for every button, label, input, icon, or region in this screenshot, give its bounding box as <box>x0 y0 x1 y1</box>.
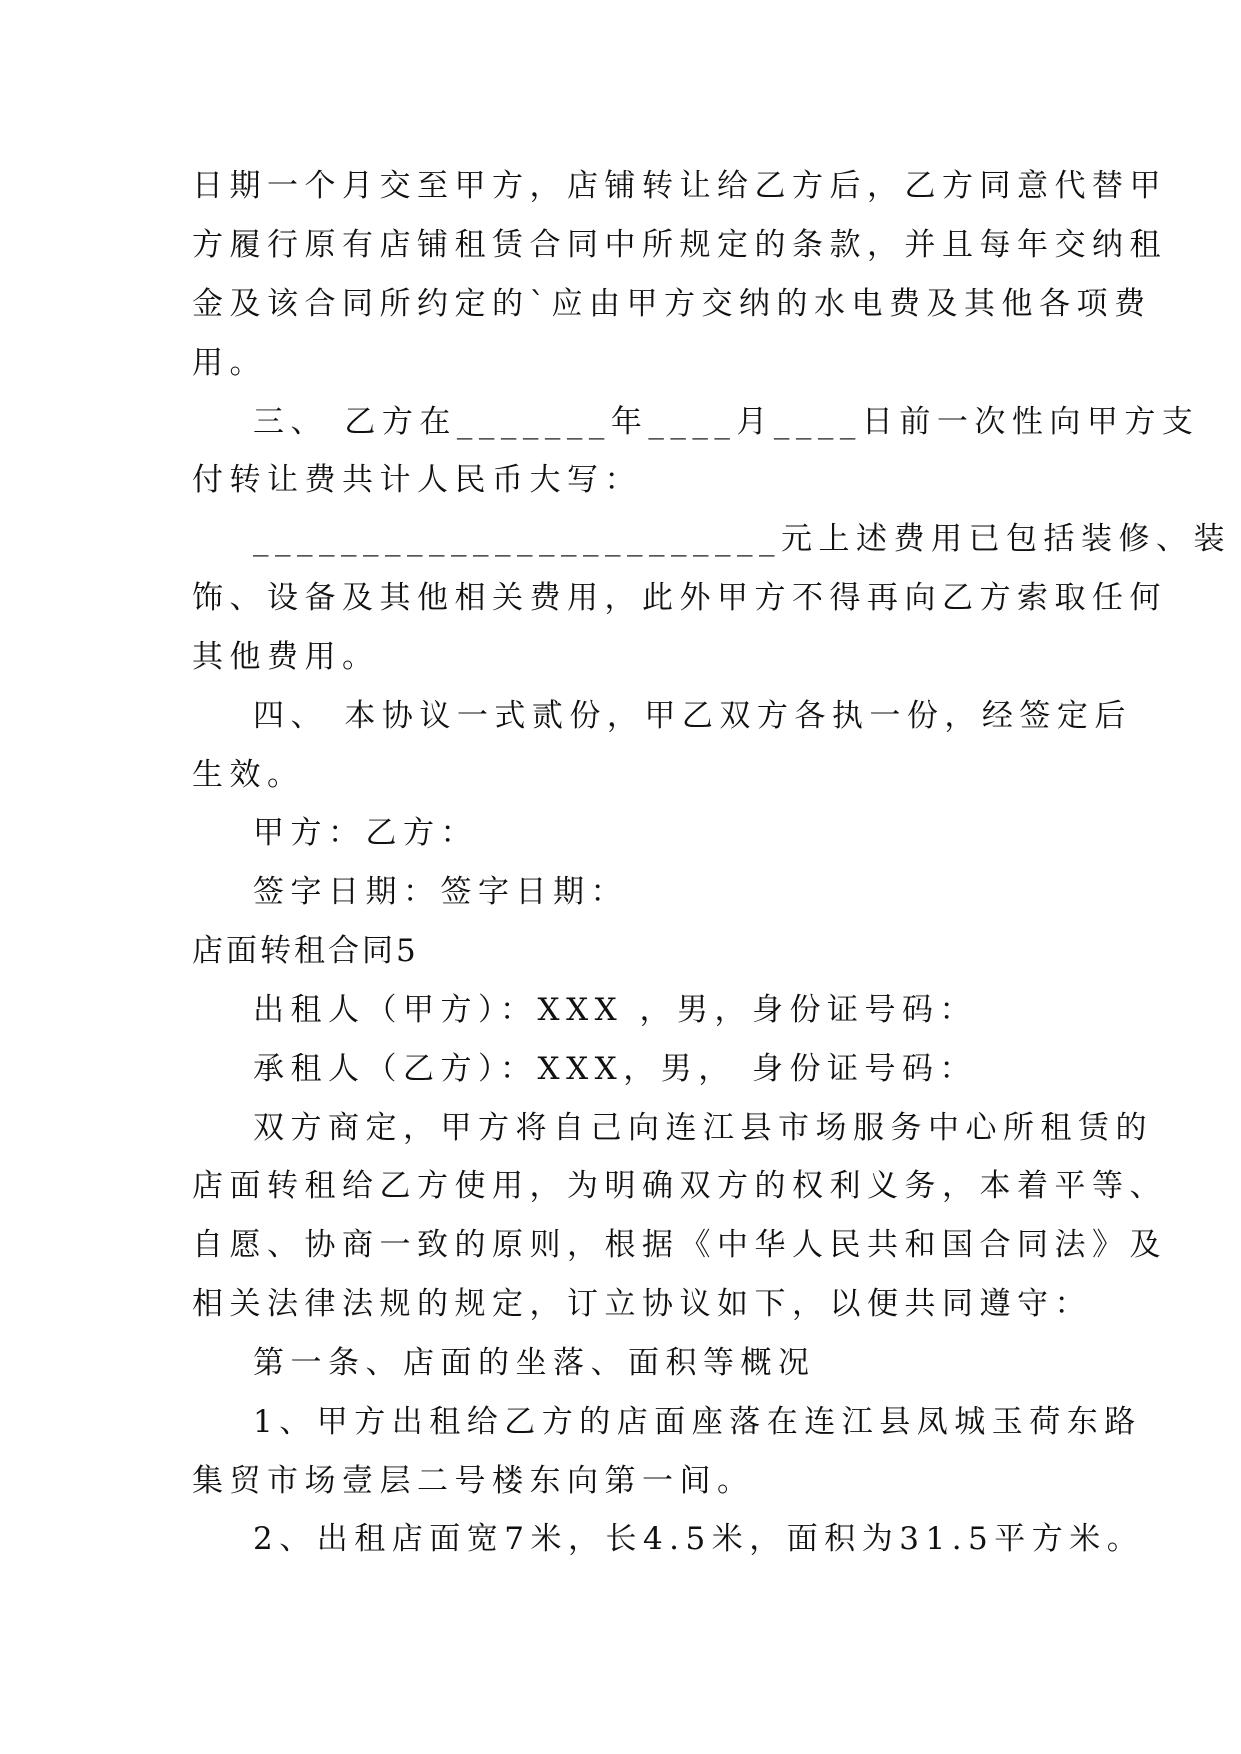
paragraph-line: 付转让费共计人民币大写： <box>192 462 642 498</box>
paragraph-line: 其他费用。 <box>192 639 380 675</box>
lessor-line: 出租人（甲方）：XXX ，男，身份证号码： <box>253 992 978 1028</box>
list-item: 1、甲方出租给乙方的店面座落在连江县凤城玉荷东路 <box>253 1404 1142 1440</box>
amount-blank-line: ________________________元上述费用已包括装修、装 <box>253 521 1231 557</box>
list-item-continuation: 集贸市场壹层二号楼东向第一间。 <box>192 1463 755 1499</box>
paragraph-line: 日期一个月交至甲方，店铺转让给乙方后，乙方同意代替甲 <box>192 168 1167 204</box>
paragraph-line: 方履行原有店铺租赁合同中所规定的条款，并且每年交纳租 <box>192 227 1167 263</box>
paragraph-line: 饰、设备及其他相关费用，此外甲方不得再向乙方索取任何 <box>192 580 1167 616</box>
paragraph-line: 双方商定，甲方将自己向连江县市场服务中心所租赁的 <box>253 1110 1153 1146</box>
paragraph-line: 自愿、协商一致的原则，根据《中华人民共和国合同法》及 <box>192 1227 1167 1263</box>
party-signature-line: 甲方：乙方： <box>253 815 478 851</box>
clause-four-line: 四、 本协议一式贰份，甲乙双方各执一份，经签定后 <box>253 698 1132 734</box>
paragraph-line: 金及该合同所约定的`应由甲方交纳的水电费及其他各项费 <box>192 286 1152 322</box>
lessee-line: 承租人（乙方）：XXX，男， 身份证号码： <box>253 1051 978 1087</box>
list-item: 2、出租店面宽7米，长4.5米，面积为31.5平方米。 <box>253 1521 1145 1557</box>
section-title: 店面转租合同5 <box>192 933 419 969</box>
paragraph-line: 用。 <box>192 345 267 381</box>
article-heading: 第一条、店面的坐落、面积等概况 <box>253 1345 816 1381</box>
clause-three-line: 三、 乙方在_______年____月____日前一次性向甲方支 <box>253 404 1200 440</box>
signature-date-line: 签字日期：签字日期： <box>253 874 628 910</box>
paragraph-line: 相关法律法规的规定，订立协议如下，以便共同遵守： <box>192 1286 1092 1322</box>
paragraph-line: 店面转租给乙方使用，为明确双方的权利义务，本着平等、 <box>192 1168 1167 1204</box>
paragraph-line: 生效。 <box>192 757 305 793</box>
